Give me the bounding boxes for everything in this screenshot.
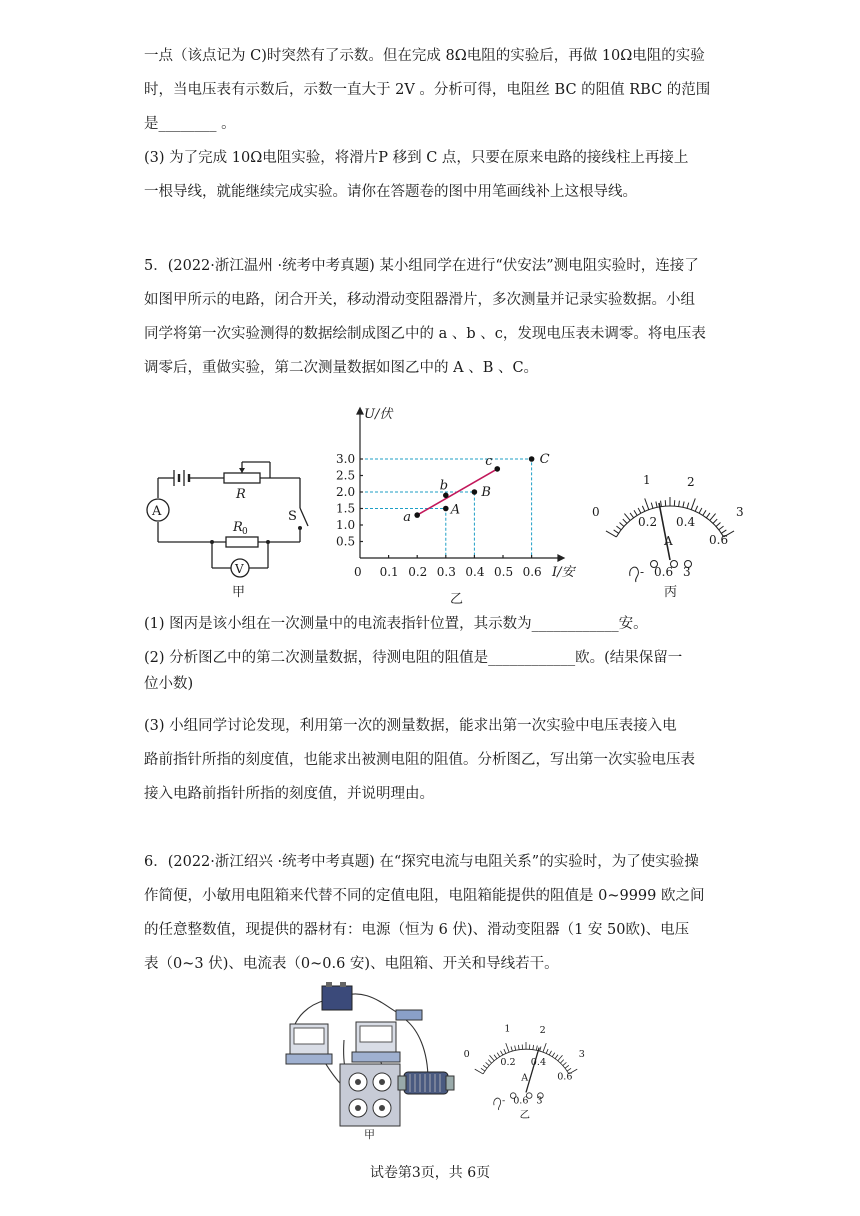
data-point-C bbox=[529, 456, 535, 462]
dial-tick bbox=[540, 1047, 541, 1052]
ui-graph bbox=[330, 406, 590, 606]
point-label: a bbox=[403, 510, 411, 526]
page-footer: 试卷第3页，共 6页 bbox=[369, 1165, 491, 1181]
dial-tick bbox=[638, 508, 641, 513]
dial-tick bbox=[623, 519, 627, 523]
ammeter-dial bbox=[590, 472, 750, 602]
dial-tick bbox=[506, 1043, 509, 1052]
text-line: 同学将第一次实验测得的数据绘制成图乙中的 a 、b 、c，发现电压表未调零。将电压表 bbox=[144, 326, 706, 342]
dial2-major-2: 2 bbox=[539, 1025, 546, 1037]
y-axis-label: U/伏 bbox=[364, 407, 393, 422]
y-tick-label: 2.0 bbox=[336, 485, 356, 499]
x-tick-label: 0.1 bbox=[379, 565, 399, 579]
dial-tick bbox=[695, 506, 697, 511]
dial-tick bbox=[687, 503, 689, 509]
data-point-a bbox=[414, 512, 420, 518]
dial-tick bbox=[563, 1062, 567, 1065]
text-line: (1) 图丙是该小组在一次测量中的电流表指针位置，其示数为____________安。 bbox=[144, 616, 648, 632]
y-tick-label: 0.5 bbox=[336, 534, 356, 549]
dial-tick bbox=[706, 513, 710, 518]
text-line: 表（0~3 伏)、电流表（0~0.6 安)、电阻箱、开关和导线若干。 bbox=[144, 956, 559, 972]
terminal2-06: 0.6 bbox=[513, 1095, 529, 1107]
dial-major-2: 2 bbox=[687, 475, 695, 489]
dial-tick bbox=[679, 501, 680, 507]
dial-tick bbox=[614, 530, 619, 533]
dial-tick bbox=[555, 1055, 558, 1059]
dial-minor-04: 0.4 bbox=[676, 515, 696, 529]
dial-arc bbox=[483, 1049, 569, 1074]
dial-major-3: 3 bbox=[736, 505, 744, 519]
dial2-major-1: 1 bbox=[504, 1023, 511, 1035]
circuit-caption: 甲 bbox=[232, 585, 246, 600]
dial-tick bbox=[642, 506, 644, 511]
x-tick-label: 0 bbox=[354, 565, 362, 579]
dial-tick bbox=[481, 1068, 485, 1071]
dial-major-1: 1 bbox=[643, 473, 651, 487]
dial-tick bbox=[656, 501, 657, 507]
dial-tick bbox=[651, 503, 653, 509]
dial-tick bbox=[518, 1045, 519, 1050]
dial-needle bbox=[659, 503, 670, 560]
text-line: 调零后，重做实验，第二次测量数据如图乙中的 A 、B 、C。 bbox=[144, 360, 539, 376]
y-axis-arrow bbox=[357, 408, 363, 414]
dial-tick bbox=[533, 1045, 534, 1050]
x-tick-label: 0.2 bbox=[408, 565, 428, 579]
dial-tick bbox=[691, 498, 695, 509]
dial-tick bbox=[630, 513, 634, 518]
dial-tick bbox=[543, 1043, 546, 1052]
data-point-c bbox=[494, 466, 500, 472]
wire-curl bbox=[630, 567, 639, 582]
y-tick-label: 3.0 bbox=[336, 452, 356, 466]
wire-curl bbox=[494, 1098, 501, 1110]
text-line: 如图甲所示的电路，闭合开关，移动滑动变阻器滑片，多次测量并记录实验数据。小组 bbox=[144, 292, 695, 308]
dial2-minor-02: 0.2 bbox=[500, 1057, 516, 1069]
point-label: C bbox=[539, 452, 550, 467]
terminal2-minus: - bbox=[502, 1095, 506, 1107]
dial-tick bbox=[624, 514, 630, 521]
dial-tick bbox=[567, 1068, 571, 1071]
dial-tick bbox=[504, 1049, 506, 1053]
dial2-caption: 乙 bbox=[519, 1109, 530, 1121]
dial-tick bbox=[500, 1051, 502, 1055]
apparatus-drawing bbox=[278, 980, 468, 1140]
ammeter-dial-2 bbox=[462, 1022, 590, 1122]
terminal-3: 3 bbox=[683, 565, 691, 579]
dial-tick bbox=[713, 519, 717, 523]
y-tick-label: 1.0 bbox=[336, 518, 356, 532]
resistor-label: R bbox=[233, 520, 243, 535]
x-tick-label: 0.5 bbox=[494, 565, 514, 579]
dial-tick bbox=[494, 1055, 497, 1059]
dial-caption: 丙 bbox=[664, 585, 678, 600]
dial-unit: A bbox=[664, 534, 673, 548]
dial-tick bbox=[703, 510, 706, 515]
dial-tick bbox=[565, 1065, 569, 1068]
point-label: A bbox=[450, 502, 461, 518]
dial-tick bbox=[546, 1049, 548, 1053]
apparatus-caption: 甲 bbox=[364, 1128, 375, 1141]
point-label: c bbox=[485, 453, 493, 469]
dial2-minor-06: 0.6 bbox=[557, 1071, 573, 1083]
graph-caption: 乙 bbox=[450, 592, 464, 607]
dial2-minor-04: 0.4 bbox=[530, 1057, 547, 1069]
dial-tick bbox=[616, 526, 621, 530]
dial-tick bbox=[699, 508, 702, 513]
dial-tick bbox=[549, 1051, 551, 1055]
dial-needle bbox=[526, 1048, 539, 1093]
dial-tick bbox=[634, 510, 637, 515]
x-tick-label: 0.6 bbox=[522, 565, 542, 579]
terminal-06: 0.6 bbox=[654, 565, 674, 579]
x-axis-label: I/安 bbox=[552, 565, 575, 580]
text-line: (2) 分析图乙中的第二次测量数据，待测电阻的阻值是____________欧。(结果保留一 bbox=[144, 650, 683, 666]
dial-tick bbox=[486, 1062, 490, 1065]
dial-tick bbox=[511, 1047, 512, 1052]
point-label: B bbox=[481, 485, 491, 500]
dial-tick bbox=[710, 514, 716, 521]
point-label: b bbox=[439, 478, 449, 494]
dial-tick bbox=[683, 501, 684, 507]
terminal-minus: - bbox=[640, 565, 645, 579]
dial2-unit: A bbox=[521, 1072, 529, 1084]
text-line: 是________ 。 bbox=[144, 116, 236, 132]
text-line: (3) 为了完成 10Ω电阻实验，将滑片P 移到 C 点，只要在原来电路的接线柱上再接上 bbox=[144, 150, 689, 166]
text-line: (3) 小组同学讨论发现，利用第一次的测量数据，能求出第一次实验中电压表接入电 bbox=[144, 718, 677, 734]
dial-tick bbox=[645, 498, 649, 509]
dial-tick bbox=[515, 1046, 516, 1051]
dial-tick bbox=[558, 1055, 563, 1061]
dial-tick bbox=[661, 501, 662, 507]
voltmeter-label: V bbox=[235, 562, 244, 576]
question-6-header: 6．(2022·浙江绍兴 ·统考中考真题) 在“探究电流与电阻关系”的实验时，为了使实验操 bbox=[144, 854, 699, 870]
rheostat-label: R bbox=[236, 487, 246, 502]
text-line: 的任意整数值，现提供的器材有：电源（恒为 6 伏)、滑动变阻器（1 安 50欧)、电压 bbox=[144, 922, 690, 938]
ammeter-label: A bbox=[152, 504, 162, 519]
text-line: 作简便，小敏用电阻箱来代替不同的定值电阻，电阻箱能提供的阻值是 0~9999 欧之间 bbox=[144, 888, 705, 904]
dial-tick bbox=[475, 1069, 483, 1074]
data-point-B bbox=[472, 489, 478, 495]
dial-tick bbox=[620, 522, 624, 526]
text-line: 路前指针所指的刻度值，也能求出被测电阻的阻值。分析图乙，写出第一次实验电压表 bbox=[144, 752, 695, 768]
dial-tick bbox=[497, 1053, 500, 1057]
dial-tick bbox=[483, 1065, 487, 1068]
data-point-A bbox=[443, 506, 449, 512]
x-tick-label: 0.4 bbox=[465, 565, 485, 579]
dial2-major-3: 3 bbox=[578, 1049, 585, 1061]
text-line: 接入电路前指针所指的刻度值，并说明理由。 bbox=[144, 786, 434, 802]
data-point-b bbox=[443, 493, 449, 499]
y-tick-label: 1.5 bbox=[336, 501, 356, 516]
switch-label: S bbox=[288, 509, 297, 524]
dial-tick bbox=[719, 526, 724, 530]
dial-tick bbox=[552, 1053, 555, 1057]
text-line: 一根导线，就能继续完成实验。请你在答题卷的图中用笔画线补上这根导线。 bbox=[144, 184, 637, 200]
dial-tick bbox=[560, 1060, 563, 1063]
dial-tick bbox=[488, 1060, 491, 1063]
dial-minor-06: 0.6 bbox=[709, 533, 729, 547]
dial-tick bbox=[716, 522, 720, 526]
dial2-major-0: 0 bbox=[463, 1049, 470, 1061]
dial-minor-02: 0.2 bbox=[638, 515, 658, 529]
text-line: 位小数) bbox=[144, 676, 194, 692]
dial-tick bbox=[536, 1046, 537, 1051]
x-tick-label: 0.3 bbox=[436, 565, 456, 579]
dial-tick bbox=[606, 531, 616, 537]
dial-arc bbox=[616, 506, 723, 537]
resistor-subscript: 0 bbox=[242, 527, 248, 537]
x-axis-arrow bbox=[558, 555, 564, 561]
text-line: 时，当电压表有示数后，示数一直大于 2V 。分析可得，电阻丝 BC 的阻值 RBC 的范围 bbox=[144, 82, 711, 98]
terminal2-3: 3 bbox=[536, 1095, 543, 1107]
circuit-diagram bbox=[140, 450, 330, 600]
dial-major-0: 0 bbox=[592, 505, 600, 519]
question-5-header: 5．(2022·浙江温州 ·统考中考真题) 某小组同学在进行“伏安法”测电阻实验时，连接了 bbox=[144, 258, 699, 274]
dial-tick bbox=[490, 1055, 495, 1061]
text-line: 一点（该点记为 C)时突然有了示数。但在完成 8Ω电阻的实验后，再做 10Ω电阻的实验 bbox=[144, 48, 705, 64]
y-tick-label: 2.5 bbox=[336, 468, 356, 483]
